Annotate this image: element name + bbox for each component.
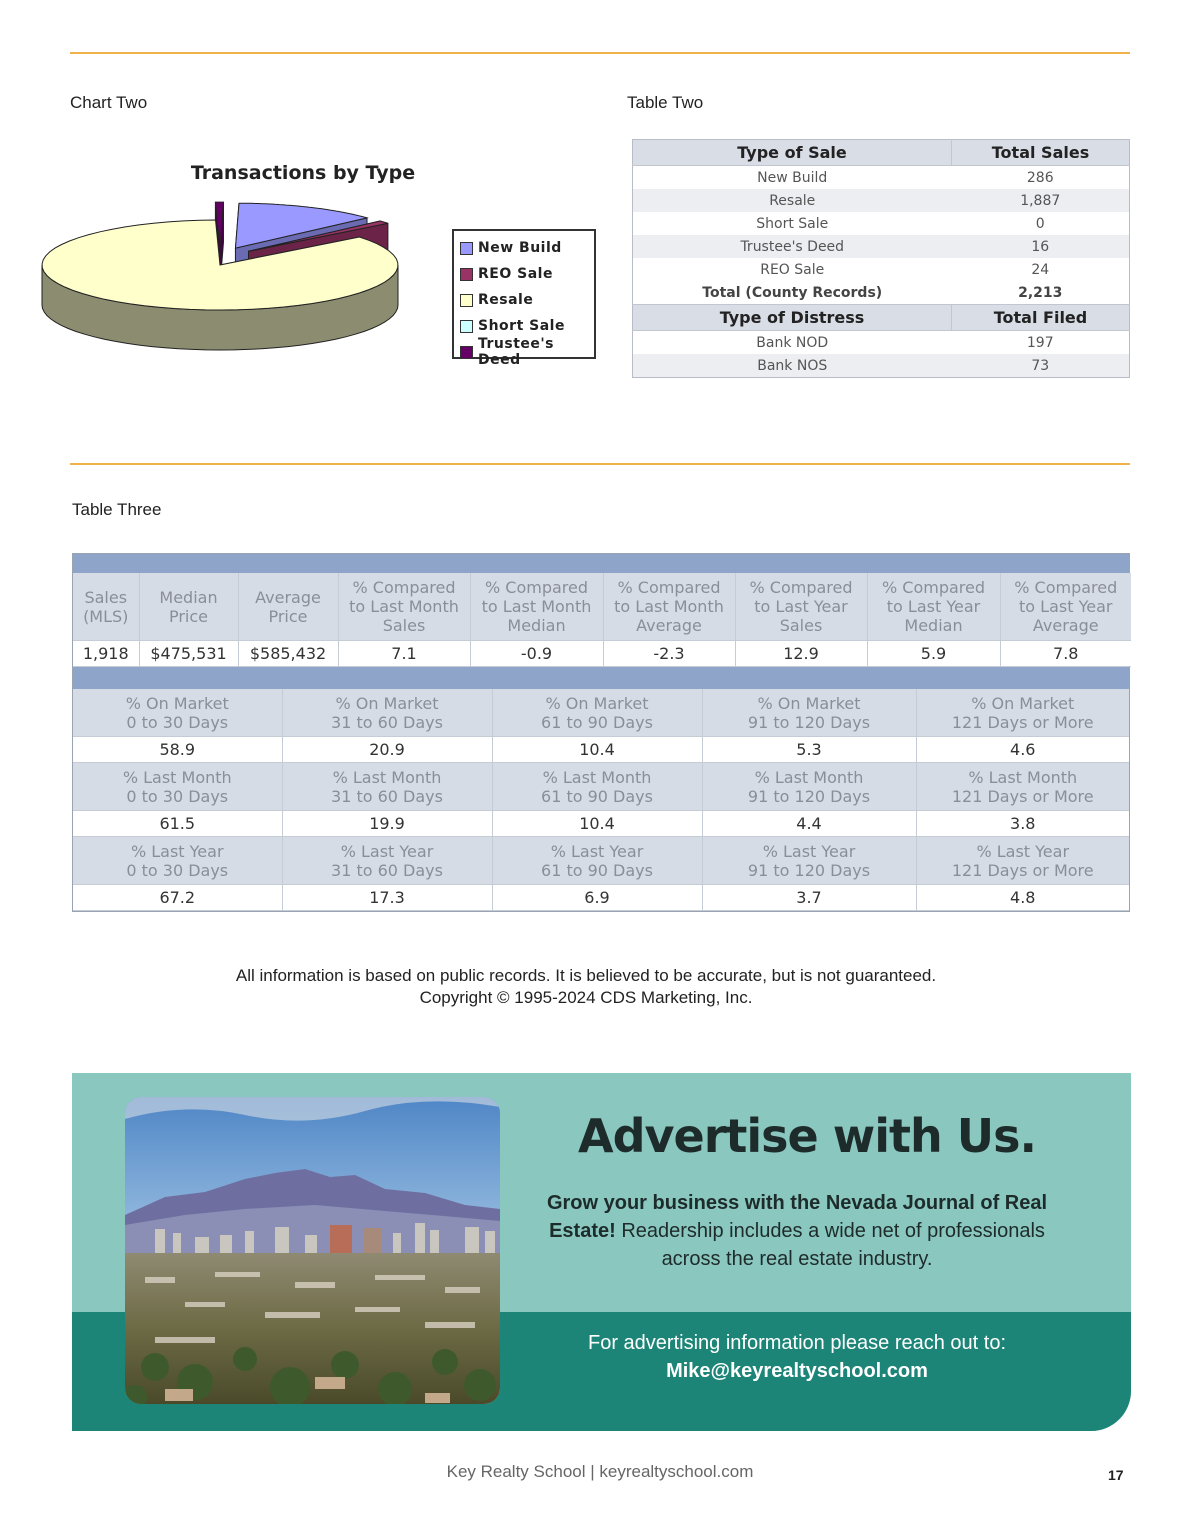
ad-body-bold: Grow your business with the Nevada Journal of Real Estate! <box>546 1192 1048 1242</box>
days-on-market-table <box>73 689 1129 911</box>
column-header <box>702 763 916 811</box>
legend-item <box>460 261 594 287</box>
table-cell: 16 <box>952 235 1130 258</box>
column-header-line: % Last Month <box>122 767 232 787</box>
column-header <box>492 763 702 811</box>
table-row <box>633 235 1130 258</box>
table-header-row <box>73 573 1131 641</box>
table-cell: 197 <box>1026 334 1054 351</box>
column-header-line: % Last Year <box>976 841 1070 861</box>
table-three <box>72 553 1130 912</box>
column-header-line: Price <box>168 606 209 626</box>
column-header <box>916 837 1129 885</box>
column-header-line: % Compared <box>484 578 589 597</box>
column-header-line: 61 to 90 Days <box>541 786 653 806</box>
table-cell: 5.9 <box>867 641 1000 667</box>
column-header <box>238 573 338 641</box>
table-cell: 10.4 <box>492 811 702 837</box>
table-cell: 7.8 <box>1000 641 1131 667</box>
column-header-line: Median <box>507 616 566 635</box>
column-header-line: Price <box>268 606 308 626</box>
column-header-line: Average <box>255 587 321 607</box>
table-cell: 6.9 <box>492 885 702 911</box>
table-total-row <box>633 281 1130 305</box>
legend-swatch <box>460 242 473 255</box>
table-cell: 286 <box>1026 169 1054 186</box>
column-header <box>73 573 139 641</box>
table-cell: 1,918 <box>73 641 139 667</box>
column-header-line: Average <box>1032 616 1099 635</box>
column-header-line: % On Market <box>545 693 649 713</box>
column-header <box>492 837 702 885</box>
column-header-line: Sales <box>382 616 426 635</box>
legend-item <box>460 287 594 313</box>
column-header-line: to Last Month <box>614 597 724 616</box>
table-row <box>633 189 1130 212</box>
column-header <box>735 573 867 641</box>
table-cell: 19.9 <box>282 811 492 837</box>
legend-label: Resale <box>478 292 534 308</box>
column-header-line: 0 to 30 Days <box>126 786 229 806</box>
column-header-line: Sales <box>779 616 823 635</box>
ad-email-link[interactable]: Mike@keyrealtyschool.com <box>666 1360 928 1382</box>
table-cell: Total Filed <box>952 305 1130 331</box>
table-header-band <box>73 554 1129 573</box>
column-header-line: 0 to 30 Days <box>126 712 229 732</box>
ad-body <box>542 1189 1052 1273</box>
summary-table <box>73 573 1131 667</box>
column-header-line: % Last Year <box>340 841 434 861</box>
column-header-line: 31 to 60 Days <box>331 712 443 732</box>
column-header-line: Median <box>159 587 218 607</box>
table-two <box>632 139 1130 378</box>
column-header <box>916 689 1129 737</box>
column-header <box>338 573 470 641</box>
column-header-line: 121 Days or More <box>951 860 1094 880</box>
column-header-line: 121 Days or More <box>951 786 1094 806</box>
column-header-line: % Last Month <box>542 767 652 787</box>
table-cell: 3.7 <box>702 885 916 911</box>
table-cell: 7.1 <box>338 641 470 667</box>
pie-slices <box>42 202 398 350</box>
table-cell: 58.9 <box>73 737 282 763</box>
column-header-line: 0 to 30 Days <box>126 860 229 880</box>
column-header-line: % Last Year <box>550 841 644 861</box>
table-cell: $585,432 <box>238 641 338 667</box>
page-footer: Key Realty School | keyrealtyschool.com <box>446 1462 754 1481</box>
column-header <box>282 763 492 811</box>
column-header <box>867 573 1000 641</box>
table-cell: 4.8 <box>916 885 1129 911</box>
legend-swatch <box>460 294 473 307</box>
column-header <box>73 689 282 737</box>
table-header-row <box>633 140 1130 166</box>
column-header <box>73 763 282 811</box>
column-header-line: 121 Days or More <box>951 712 1094 732</box>
table-cell: Trustee's Deed <box>633 235 952 258</box>
table-three-label: Table Three <box>72 500 162 519</box>
column-header <box>282 689 492 737</box>
column-header-line: % On Market <box>757 693 861 713</box>
ad-headline: Advertise with Us. <box>578 1109 1036 1163</box>
legend-swatch <box>460 320 473 333</box>
column-header-line: % On Market <box>125 693 229 713</box>
column-header <box>603 573 735 641</box>
column-header-line: % Compared <box>881 578 986 597</box>
column-header-line: 91 to 120 Days <box>747 786 871 806</box>
table-cell: Short Sale <box>756 215 829 232</box>
table-cell: Bank NOS <box>633 354 952 378</box>
column-header-line: Average <box>636 616 702 635</box>
column-header-line: % On Market <box>335 693 439 713</box>
column-header-line: 91 to 120 Days <box>747 860 871 880</box>
table-cell: 61.5 <box>73 811 282 837</box>
column-header-line: 61 to 90 Days <box>541 712 653 732</box>
table-cell: 3.8 <box>916 811 1129 837</box>
table-cell: 5.3 <box>702 737 916 763</box>
table-header-row <box>633 305 1130 331</box>
column-header-line: to Last Year <box>754 597 848 616</box>
table-cell: 4.6 <box>916 737 1129 763</box>
column-header <box>139 573 238 641</box>
legend-swatch <box>460 346 473 359</box>
table-cell: New Build <box>757 169 828 186</box>
table-cell: Total Sales <box>952 140 1130 166</box>
column-header-line: % On Market <box>971 693 1075 713</box>
table-cell: Total (County Records) <box>633 281 952 305</box>
ad-contact <box>542 1329 1052 1385</box>
table-cell: Type of Distress <box>633 305 952 331</box>
legend-label: Trustee's Deed <box>478 336 555 368</box>
ad-contact-line: For advertising information please reach out to: <box>588 1332 1006 1354</box>
column-header-line: Median <box>904 616 963 635</box>
copyright-line: Copyright © 1995-2024 CDS Marketing, Inc. <box>419 988 753 1007</box>
table-cell: Type of Sale <box>633 140 952 166</box>
column-header-line: (MLS) <box>83 606 129 626</box>
table-row <box>633 212 1130 235</box>
legend-item <box>460 235 594 261</box>
disclaimer-line: All information is based on public records. It is believed to be accurate, but is not guaranteed. <box>235 966 937 985</box>
table-cell: REO Sale <box>760 261 825 278</box>
legend-label: New Build <box>478 240 562 256</box>
table-cell: 20.9 <box>282 737 492 763</box>
column-header-line: % Last Year <box>130 841 224 861</box>
table-two-label: Table Two <box>627 93 704 112</box>
legend-swatch <box>460 268 473 281</box>
table-row <box>633 331 1130 355</box>
table-header-band <box>73 667 1129 689</box>
column-header-line: to Last Month <box>481 597 592 616</box>
column-header <box>916 763 1129 811</box>
top-divider <box>70 52 1130 54</box>
page-number: 17 <box>1108 1467 1124 1483</box>
column-header-line: to Last Year <box>886 597 981 616</box>
column-header <box>282 837 492 885</box>
pie-chart <box>30 150 450 370</box>
chart-two-label: Chart Two <box>70 93 148 112</box>
table-cell: Bank NOD <box>756 334 829 351</box>
column-header-line: % Compared <box>749 578 853 597</box>
column-header <box>702 689 916 737</box>
table-cell: Resale <box>633 189 952 212</box>
table-row <box>73 641 1131 667</box>
table-cell: -0.9 <box>470 641 603 667</box>
column-header-line: % Last Month <box>332 767 442 787</box>
legend-label: Short Sale <box>478 318 565 334</box>
chart-legend <box>452 229 596 368</box>
column-header-line: % Compared <box>352 578 456 597</box>
column-header-line: % Last Year <box>762 841 856 861</box>
table-row <box>73 811 1129 837</box>
column-header-line: to Last Month <box>349 597 459 616</box>
table-cell: 67.2 <box>73 885 282 911</box>
column-header-line: 31 to 60 Days <box>331 860 443 880</box>
column-header-line: to Last Year <box>1019 597 1113 616</box>
column-header-line: Sales <box>84 587 128 607</box>
column-header-line: 91 to 120 Days <box>747 712 871 732</box>
table-row <box>73 885 1129 911</box>
table-cell: -2.3 <box>603 641 735 667</box>
table-cell: 24 <box>1031 261 1050 278</box>
ad-body-text: Readership includes a wide net of professionals across the real estate industry. <box>615 1220 1045 1270</box>
legend-label: REO Sale <box>478 266 553 282</box>
column-header-line: % Compared <box>1014 578 1118 597</box>
table-row <box>633 258 1130 281</box>
table-header-row <box>73 689 1129 737</box>
column-header-line: % Compared <box>617 578 721 597</box>
table-cell: 12.9 <box>735 641 867 667</box>
table-cell: 10.4 <box>492 737 702 763</box>
disclaimer <box>0 965 1172 1009</box>
las-vegas-skyline-photo <box>125 1097 500 1404</box>
column-header-line: % Last Month <box>968 767 1078 787</box>
column-header-line: 61 to 90 Days <box>541 860 653 880</box>
table-cell: 17.3 <box>282 885 492 911</box>
column-header-line: % Last Month <box>754 767 864 787</box>
advertisement-banner <box>72 1073 1131 1431</box>
table-header-row <box>73 837 1129 885</box>
column-header <box>470 573 603 641</box>
table-cell: 73 <box>952 354 1130 378</box>
table-header-row <box>73 763 1129 811</box>
middle-divider <box>70 463 1130 465</box>
table-cell: $475,531 <box>139 641 238 667</box>
table-row <box>633 354 1130 378</box>
column-header <box>492 689 702 737</box>
table-row <box>633 166 1130 190</box>
table-cell: 1,887 <box>952 189 1130 212</box>
legend-item <box>460 336 594 368</box>
column-header <box>702 837 916 885</box>
column-header-line: 31 to 60 Days <box>331 786 443 806</box>
table-cell: 2,213 <box>952 281 1130 305</box>
chart-title: Transactions by Type <box>190 162 416 184</box>
column-header <box>73 837 282 885</box>
column-header <box>1000 573 1131 641</box>
table-cell: 0 <box>1035 215 1045 232</box>
table-cell: 4.4 <box>702 811 916 837</box>
table-row <box>73 737 1129 763</box>
